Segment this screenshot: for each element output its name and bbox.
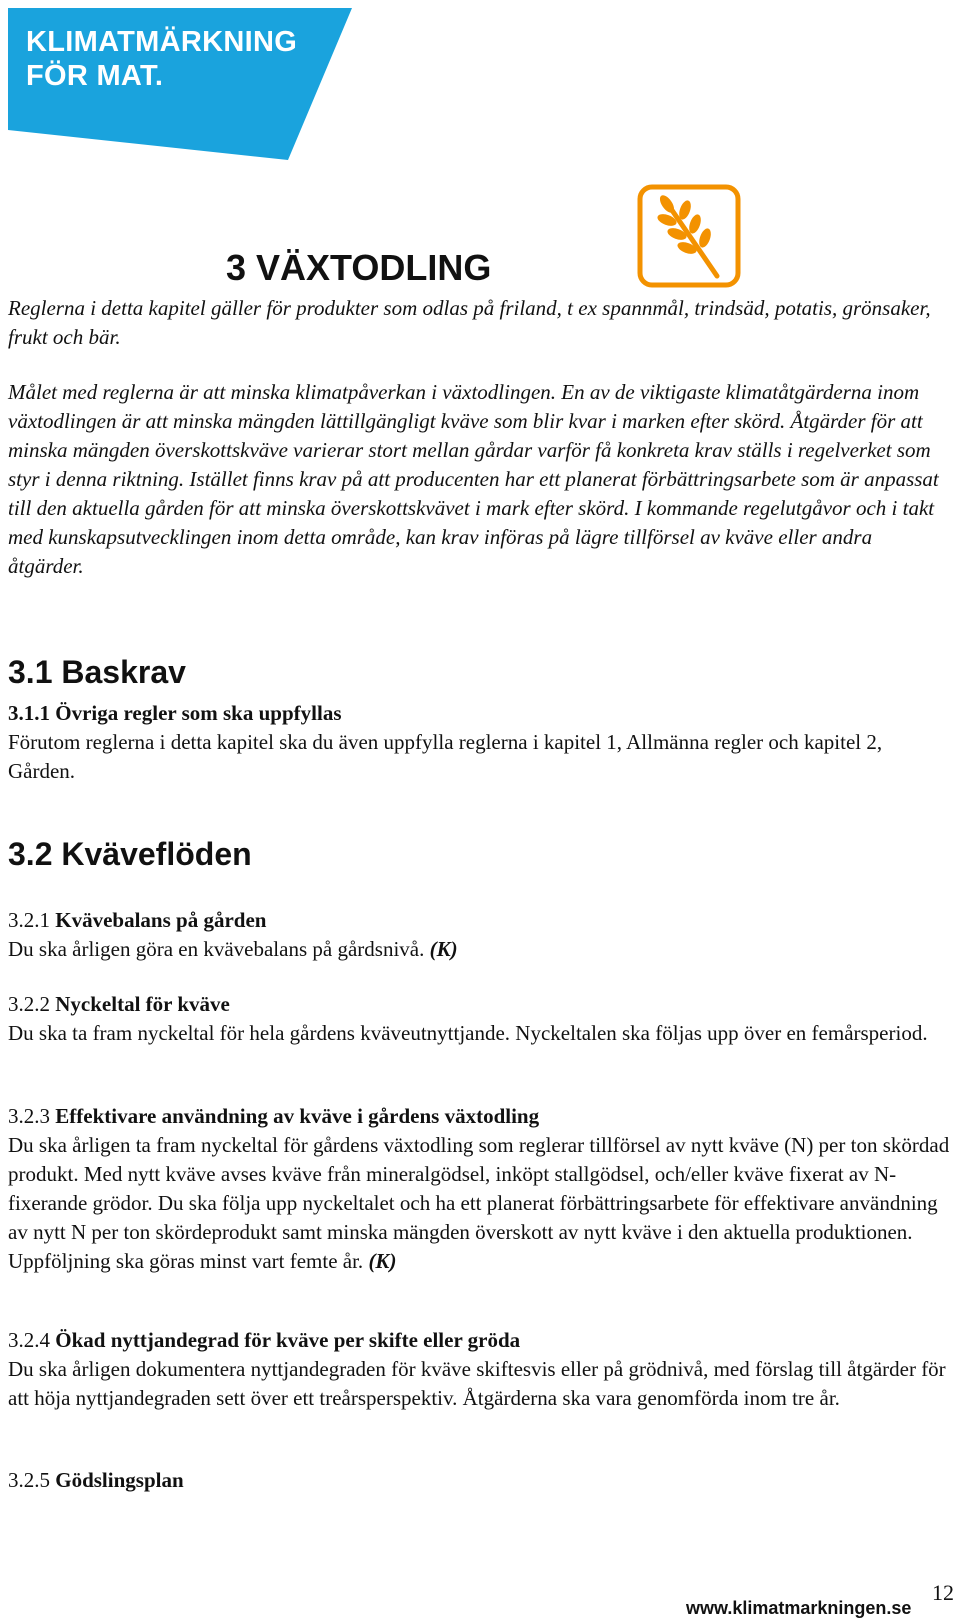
logo-text-line2: FÖR MAT.: [26, 60, 164, 92]
rule-3-1-1-text: Förutom reglerna i detta kapitel ska du även uppfylla reglerna i kapitel 1, Allmänna regler och kapitel 2, Gården.: [8, 730, 883, 783]
rule-3-2-2-number: 3.2.2: [8, 992, 50, 1016]
rule-3-2-1-mark: (K): [429, 937, 458, 961]
rule-3-2-5-title: Gödslingsplan: [55, 1468, 184, 1492]
rule-3-2-3-title: Effektivare användning av kväve i gårdens växtodling: [55, 1104, 540, 1128]
rule-3-2-3-heading: [8, 1102, 539, 1131]
rule-3-2-2-text: Du ska ta fram nyckeltal för hela gårdens kväveutnyttjande. Nyckeltalen ska följas upp över en femårsperiod.: [8, 1021, 928, 1045]
intro-paragraph-2: Målet med reglerna är att minska klimatpåverkan i växtodlingen. En av de viktigaste klimatåtgärderna inom växtodlingen är att minska mängden lättillgängligt kväve som blir kvar i marken efter skörd. Åtgärder för att minska mängden överskottskväve varierar stort mellan gårdar varför få konkreta krav ställs i regelverket som styr i denna riktning. Istället finns krav på att producenten har ett planerat förbättringsarbete som är anpassat till den aktuella gården för att minska överskottskvävet i mark efter skörd. I kommande regelutgåvor och i takt med kunskapsutvecklingen inom detta område, kan krav införas på lägre tillförsel av kväve eller andra åtgärder.: [8, 380, 939, 578]
footer-url-link[interactable]: www.klimatmarkningen.se: [686, 1598, 912, 1618]
wheat-icon: [637, 184, 741, 288]
rule-3-2-5-number: 3.2.5: [8, 1468, 50, 1492]
rule-3-1-1-title: 3.1.1 Övriga regler som ska uppfyllas: [8, 701, 342, 725]
rule-3-2-5-heading: [8, 1466, 184, 1495]
section-title-3-1: 3.1 Baskrav: [8, 654, 186, 690]
logo-text-line1: KLIMATMÄRKNING: [26, 26, 298, 58]
rule-3-2-3-mark: (K): [368, 1249, 397, 1273]
rule-3-2-3-text: Du ska årligen ta fram nyckeltal för gårdens växtodling som reglerar tillförsel av nytt kväve (N) per ton skördad produkt. Med nytt kväve avses kväve från mineralgödsel, inköpt stallgödsel, och/eller kväve fixerat av N-fixerande grödor. Du ska följa upp nyckeltalet och ha ett planerat förbättringsarbete för effektivare användning av nytt N per ton skördeprodukt samt minska mängden överskott av nytt kväve i den aktuella produktionen. Uppföljning ska göras minst vart femte år. (K): [8, 1133, 950, 1273]
rule-3-2-4-text: Du ska årligen dokumentera nyttjandegraden för kväve skiftesvis eller på grödnivå, med förslag till åtgärder för att höja nyttjandegraden sett över ett treårsperspektiv. Åtgärderna ska vara genomförda inom tre år.: [8, 1357, 946, 1410]
rule-3-2-1-text: Du ska årligen göra en kvävebalans på gårdsnivå. (K): [8, 937, 458, 961]
rule-3-2-3-number: 3.2.3: [8, 1104, 50, 1128]
rule-3-2-1-heading: [8, 906, 266, 935]
intro-paragraph-1: Reglerna i detta kapitel gäller för produkter som odlas på friland, t ex spannmål, trindsäd, potatis, grönsaker, frukt och bär.: [8, 296, 931, 349]
chapter-title: 3 VÄXTODLING: [226, 247, 492, 288]
rule-3-2-4-number: 3.2.4: [8, 1328, 50, 1352]
page-number: 12: [932, 1580, 954, 1605]
rule-3-2-4-title: Ökad nyttjandegrad för kväve per skifte eller gröda: [55, 1328, 521, 1352]
rule-3-2-2-title: Nyckeltal för kväve: [55, 992, 230, 1016]
logo: [8, 8, 352, 160]
rule-3-2-2-heading: [8, 990, 230, 1019]
section-title-3-2: 3.2 Kväveflöden: [8, 836, 252, 872]
rule-3-2-1-number: 3.2.1: [8, 908, 50, 932]
rule-3-2-1-title: Kvävebalans på gården: [55, 908, 267, 932]
rule-3-2-4-heading: [8, 1326, 520, 1355]
